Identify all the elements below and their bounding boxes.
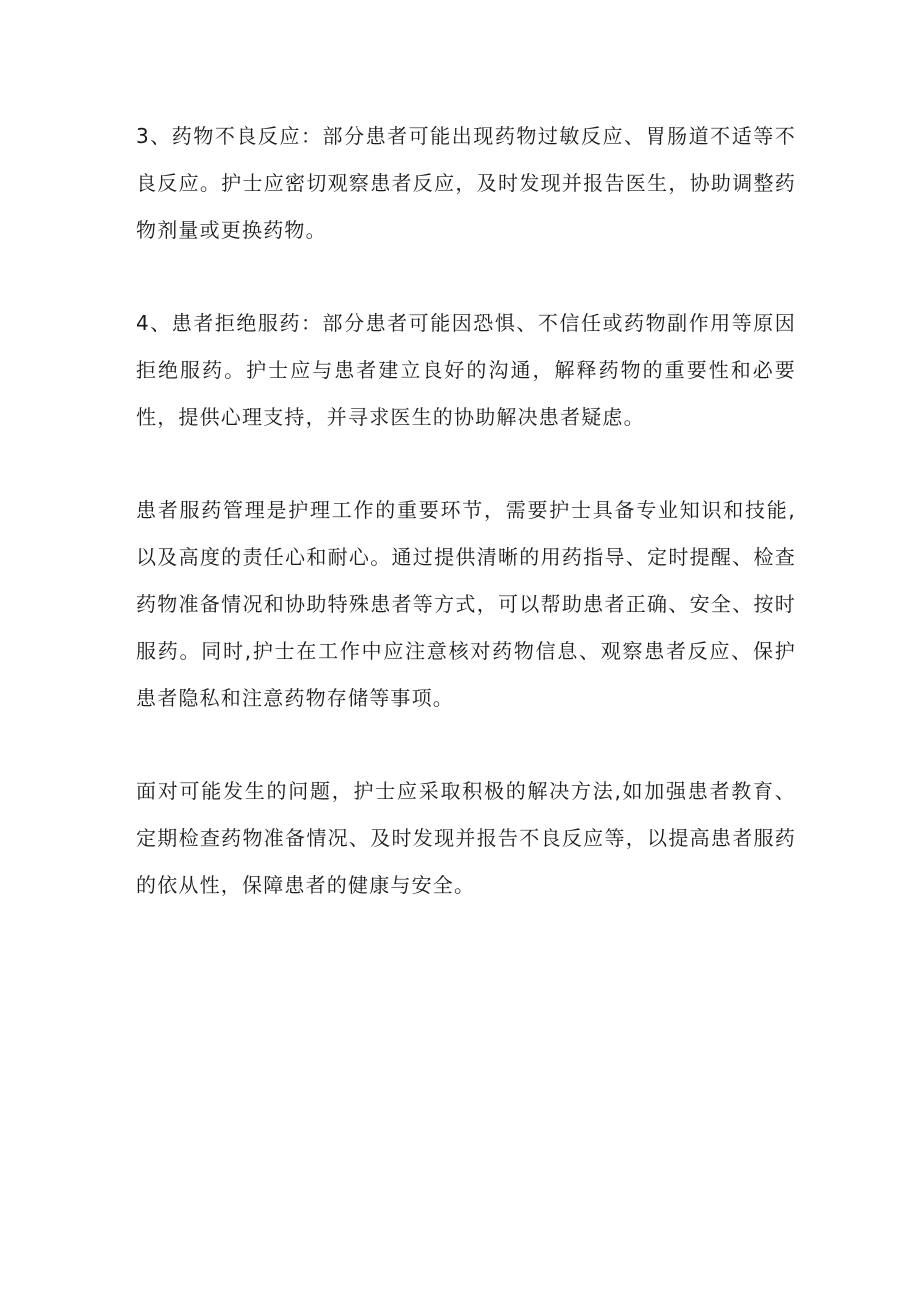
document-body <box>136 113 796 909</box>
paragraph-problem-solving: 面对可能发生的问题，护士应采取积极的解决方法,如加强患者教育、定期检查药物准备情况、及时发现并报告不良反应等，以提高患者服药的依从性，保障患者的健康与安全。 <box>136 779 796 897</box>
paragraph-refusal-of-medication: 4、患者拒绝服药：部分患者可能因恐惧、不信任或药物副作用等原因拒绝服药。护士应与患者建立良好的沟通，解释药物的重要性和必要性，提供心理支持，并寻求医生的协助解决患者疑虑。 <box>136 311 796 429</box>
paragraph-medication-management-summary: 患者服药管理是护理工作的重要环节，需要护士具备专业知识和技能,以及高度的责任心和耐心。通过提供清晰的用药指导、定时提醒、检查药物准备情况和协助特殊患者等方式，可以帮助患者正确、安全、按时服药。同时,护士在工作中应注意核对药物信息、观察患者反应、保护患者隐私和注意药物存储等事项。 <box>136 498 796 710</box>
paragraph-adverse-reactions: 3、药物不良反应：部分患者可能出现药物过敏反应、胃肠道不适等不良反应。护士应密切观察患者反应，及时发现并报告医生，协助调整药物剂量或更换药物。 <box>136 124 796 242</box>
